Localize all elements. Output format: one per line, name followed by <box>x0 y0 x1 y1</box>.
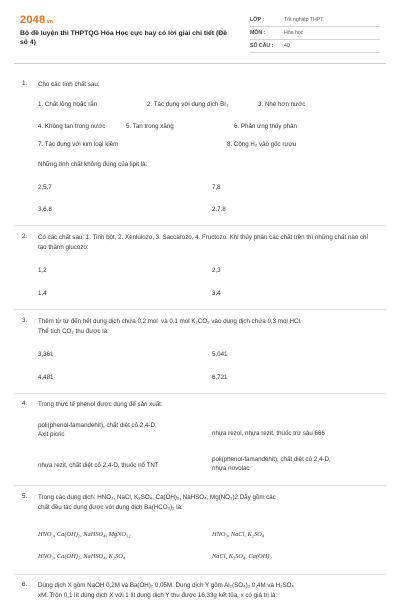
meta-key: MÔN : <box>250 30 266 36</box>
answer-option-c[interactable]: 4,481 <box>38 374 54 381</box>
question-number: 5. <box>22 493 28 500</box>
meta-key: SỐ CÂU : <box>250 43 274 49</box>
answer-option-b[interactable]: 5,041 <box>212 351 228 358</box>
question-number: 3. <box>22 317 28 324</box>
property-3: 3. Nhẹ hơn nước <box>258 101 306 108</box>
question-1 <box>22 80 380 220</box>
page-title: Bộ đề luyện thi THPTQG Hóa Học cực hay có lời giải chi tiết (Đề số 4) <box>20 30 227 46</box>
meta-value: Tốt nghiệp THPT <box>284 17 324 23</box>
meta-row-subject <box>250 27 380 40</box>
question-prompt: Những tính chất không đúng của lipit là: <box>38 161 148 168</box>
meta-value: 40 <box>284 43 290 49</box>
meta-panel <box>250 14 380 53</box>
question-text-part-a: Dung dịch X gồm NaOH 0,2M và Ba(OH)₂ 0,05M. Dung dịch Y gồm Al₂(SO₄)₃ 0,4M và H₂SO₄ <box>38 582 294 589</box>
answer-option-d[interactable]: 3,4 <box>212 290 221 297</box>
question-text-part-a: Trong các dung dịch: HNO₃, NaCl, K₂SO₄, Ca(OH)₂, NaHSO₄, Mg(NO₃)2.Dãy gồm các <box>38 494 276 501</box>
answer-option-a[interactable] <box>38 530 130 539</box>
meta-value: Hóa học <box>284 30 304 36</box>
answer-option-c[interactable] <box>38 552 125 561</box>
question-text-part-b: chất đều tác dụng được với dung dịch Ba(HCO₃)₂ là: <box>38 504 183 511</box>
answer-option-a[interactable]: 2,5,7 <box>38 184 52 191</box>
question-number: 4. <box>22 400 28 407</box>
answer-option-d[interactable]: 2,7,8 <box>212 206 226 213</box>
property-8: 8. Cộng H₂ vào gốc rượu <box>227 141 297 148</box>
question-3 <box>22 317 380 392</box>
question-text-part-c: Thể tích CO₂ thu được là: <box>38 328 109 335</box>
property-5: 5. Tan trong xăng <box>126 123 174 130</box>
question-divider <box>14 309 386 310</box>
meta-row-class <box>250 14 380 27</box>
option-line: poli(phenol-famandehit), chất diệt cỏ 2,4-D, <box>212 456 331 463</box>
question-text-part-b: xM. Trộn 0,1 lít dung dịch X với 1 lít dung dịch Y thu được 16,33g kết tủa. x có giá trị là: <box>38 592 278 599</box>
answer-option-b[interactable] <box>212 530 264 539</box>
property-1: 1. Chất lỏng hoặc rắn <box>38 101 98 108</box>
meta-key: LỚP : <box>250 17 265 23</box>
question-text-part-b: và 0,1 mol K₂CO₃ vào dung dịch chứa 0,3 mol HCl. <box>161 318 302 325</box>
answer-option-d[interactable]: 6,721 <box>212 374 228 381</box>
question-text <box>38 493 378 513</box>
answer-option-c[interactable]: 1,4 <box>38 290 47 297</box>
question-6 <box>22 581 380 600</box>
question-text <box>38 581 378 601</box>
question-text: Trong thực tế phenol được dùng để sản xuất: <box>38 401 163 408</box>
answer-option-d[interactable] <box>212 455 377 473</box>
option-line: nhựa novolac <box>212 465 250 472</box>
option-formula: HNO₃, Ca(OH)₂, NaHSO₄, MgNO₃₂ <box>38 531 131 538</box>
answer-option-a[interactable]: 3,361 <box>38 351 54 358</box>
meta-row-count <box>250 40 380 53</box>
answer-option-a[interactable] <box>38 421 203 439</box>
property-2: 2. Tác dụng với dung dịch Br₂ <box>147 101 229 108</box>
answer-option-a[interactable]: 1,2 <box>38 267 47 274</box>
option-formula: HNO₃, Ca(OH)₂, NaHSO₄, K₂SO₄ <box>38 553 126 560</box>
option-line: poli(phenol-famandehit), chất diệt cỏ 2,4-D, <box>38 422 157 429</box>
question-number: 2. <box>22 233 28 240</box>
question-divider <box>14 225 386 226</box>
option-line: Axit picric <box>38 431 65 438</box>
answer-option-b[interactable]: nhựa rezol, nhựa rezit, thuốc trừ sâu 666 <box>212 430 325 437</box>
property-6: 6. Phản ứng thủy phân <box>234 123 297 130</box>
property-4: 4. Không tan trong nước <box>38 123 106 130</box>
question-text-part-a: Thêm từ từ đến hết dung dịch chứa 0,2 mol <box>38 318 158 325</box>
option-formula: NaCl, K₂SO₄, Ca(OH)₂ <box>212 553 272 560</box>
answer-option-b[interactable]: 2,3 <box>212 267 221 274</box>
question-text <box>38 317 378 337</box>
question-divider <box>14 485 386 486</box>
question-text: Có các chất sau: 1. Tinh bột, 2. Xenlulozo, 3. Saccarozo, 4. Fructozo. Khi thủy phân các chất trên thì những chất nào chỉ tạo thành glucozo: <box>38 234 368 251</box>
question-2 <box>22 233 380 308</box>
question-number: 6. <box>22 581 28 588</box>
answer-option-c[interactable]: nhựa rezit, chất diệt cỏ 2,4-D, thuốc nổ TNT <box>38 462 159 469</box>
answer-option-d[interactable] <box>212 552 272 561</box>
property-7: 7. Tác dụng với kim loại kiềm <box>38 141 119 148</box>
question-divider <box>14 393 386 394</box>
question-4 <box>22 400 380 480</box>
question-5 <box>22 493 380 573</box>
question-text: Cho các tính chất sau: <box>38 81 100 88</box>
header-divider <box>14 63 386 64</box>
answer-option-c[interactable]: 3,6,8 <box>38 206 52 213</box>
question-divider <box>14 574 386 575</box>
answer-option-b[interactable]: 7,8 <box>212 184 221 191</box>
question-number: 1. <box>22 80 28 87</box>
brand-logo: 2048.vn <box>20 14 54 26</box>
option-formula: HNO₃, NaCl, K₂SO₄ <box>212 531 265 538</box>
